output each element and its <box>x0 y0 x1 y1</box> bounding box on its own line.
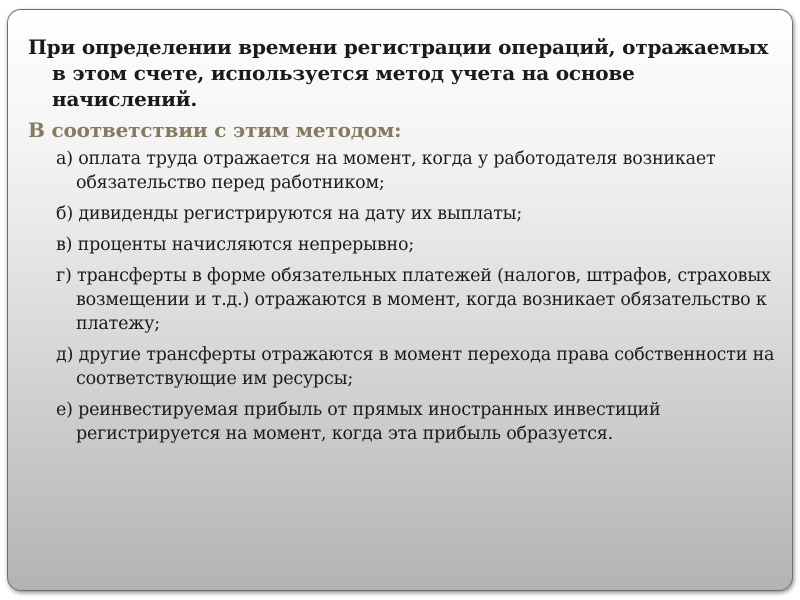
list-item: а) оплата труда отражается на момент, когда у работодателя возникает обязательство перед работником; <box>56 149 716 193</box>
slide-content <box>28 34 778 453</box>
method-subtitle: В соответствии с этим методом: <box>28 118 402 142</box>
slide-panel <box>7 9 793 591</box>
list-item: е) реинвестируемая прибыль от прямых иностранных инвестиций регистрируется на момент, когда эта прибыль образуется. <box>56 400 661 444</box>
list-item: д) другие трансферты отражаются в момент перехода права собственности на соответствующие им ресурсы; <box>56 345 775 389</box>
list-item: б) дивиденды регистрируются на дату их выплаты; <box>56 204 523 224</box>
list-item: г) трансферты в форме обязательных платежей (налогов, штрафов, страховых возмещении и т.д.) отражаются в момент, когда возникает обязательство к платежу; <box>56 266 771 334</box>
item-list <box>28 147 778 446</box>
slide-heading: При определении времени регистрации операций, отражаемых в этом счете, используется метод учета на основе начислений. <box>28 35 769 111</box>
list-item: в) проценты начисляются непрерывно; <box>56 235 415 255</box>
